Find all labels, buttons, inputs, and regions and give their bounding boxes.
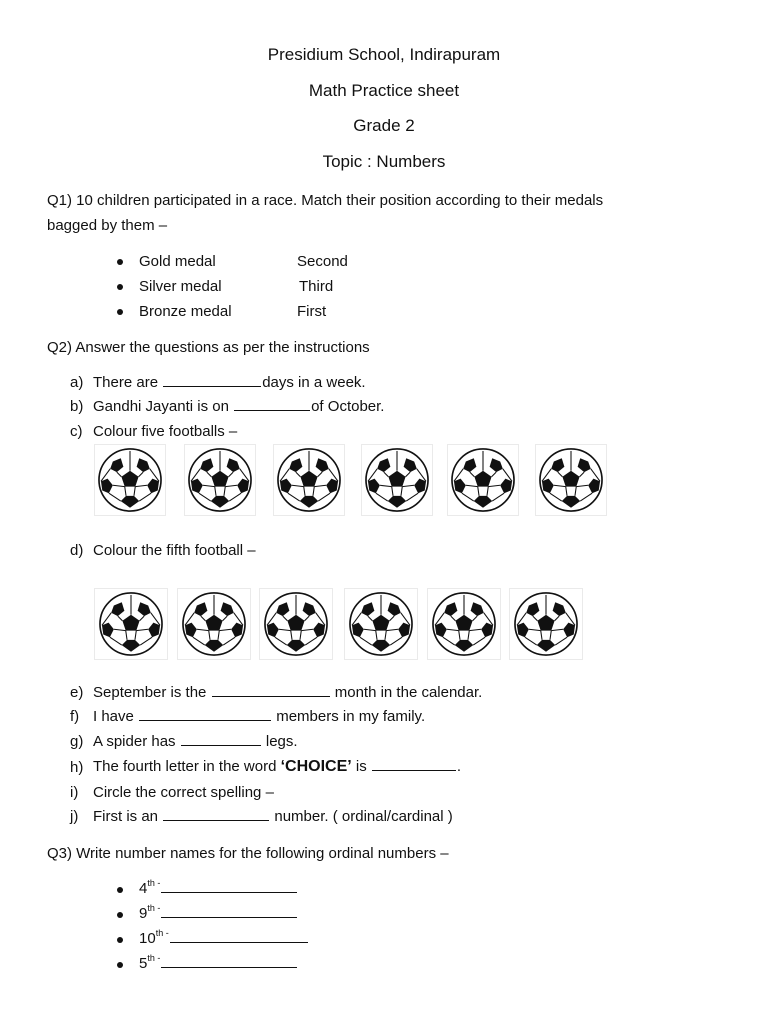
- answer-blank[interactable]: [170, 930, 308, 943]
- q2g-label: g): [70, 733, 84, 750]
- q2-title: Q2) Answer the questions as per the instructions: [47, 339, 370, 356]
- choice-word: ‘CHOICE’: [280, 758, 352, 775]
- football-icon[interactable]: [187, 447, 253, 513]
- football-icon[interactable]: [276, 447, 342, 513]
- q2e-label: e): [70, 684, 84, 701]
- football-frame: [273, 444, 345, 516]
- football-icon[interactable]: [97, 447, 163, 513]
- q2h-text: The fourth letter in the word ‘CHOICE’ is .: [93, 758, 462, 775]
- q2d-text: Colour the fifth football –: [93, 542, 256, 559]
- q3-title: Q3) Write number names for the following ordinal numbers –: [47, 845, 449, 862]
- q2e-text: September is the month in the calendar.: [93, 684, 483, 701]
- football-icon[interactable]: [181, 591, 247, 657]
- position-second: Second: [297, 253, 348, 270]
- answer-blank[interactable]: [372, 758, 456, 771]
- q3-item: $9^{th -}$: [139, 905, 298, 923]
- bullet-icon: [117, 284, 123, 290]
- q3-item: $5^{th -}$: [139, 955, 298, 973]
- football-icon[interactable]: [450, 447, 516, 513]
- answer-blank[interactable]: [139, 708, 271, 721]
- q1-line-2: bagged by them –: [47, 217, 168, 234]
- q2g-text: A spider has legs.: [93, 733, 298, 750]
- answer-blank[interactable]: [163, 808, 269, 821]
- football-icon[interactable]: [98, 591, 164, 657]
- football-frame: [94, 588, 168, 660]
- football-frame: [535, 444, 607, 516]
- position-third: Third: [299, 278, 334, 295]
- q2a-label: a): [70, 374, 84, 391]
- q2i-text: Circle the correct spelling –: [93, 784, 274, 801]
- football-icon[interactable]: [538, 447, 604, 513]
- football-icon[interactable]: [431, 591, 497, 657]
- bullet-icon: [117, 887, 123, 893]
- football-frame: [447, 444, 519, 516]
- q1-line-1: Q1) 10 children participated in a race. Match their position according to their medals: [47, 192, 604, 209]
- football-frame: [184, 444, 256, 516]
- q2b-label: b): [70, 398, 84, 415]
- football-icon[interactable]: [364, 447, 430, 513]
- football-frame: [361, 444, 433, 516]
- q2b-text: Gandhi Jayanti is on of October.: [93, 398, 385, 415]
- answer-blank[interactable]: [234, 398, 310, 411]
- q2j-label: j): [70, 808, 79, 825]
- medal-gold: Gold medal: [139, 253, 216, 270]
- sheet-title: Math Practice sheet: [308, 81, 460, 100]
- answer-blank[interactable]: [181, 733, 261, 746]
- football-frame: [177, 588, 251, 660]
- q2i-label: i): [70, 784, 79, 801]
- q3-item: $4^{th -}$: [139, 880, 298, 898]
- q3-item: $10^{th -}$: [139, 930, 309, 948]
- football-frame: [344, 588, 418, 660]
- topic-label: Topic : Numbers: [322, 152, 446, 171]
- answer-blank[interactable]: [161, 905, 297, 918]
- bullet-icon: [117, 309, 123, 315]
- bullet-icon: [117, 937, 123, 943]
- medal-silver: Silver medal: [139, 278, 222, 295]
- football-icon[interactable]: [263, 591, 329, 657]
- answer-blank[interactable]: [212, 684, 330, 697]
- football-frame: [94, 444, 166, 516]
- answer-blank[interactable]: [161, 880, 297, 893]
- grade-label: Grade 2: [353, 116, 415, 135]
- football-frame: [427, 588, 501, 660]
- football-icon[interactable]: [513, 591, 579, 657]
- position-first: First: [297, 303, 327, 320]
- medal-bronze: Bronze medal: [139, 303, 232, 320]
- q2f-label: f): [70, 708, 80, 725]
- football-icon[interactable]: [348, 591, 414, 657]
- q2h-label: h): [70, 759, 84, 776]
- answer-blank[interactable]: [161, 955, 297, 968]
- q2c-text: Colour five footballs –: [93, 423, 238, 440]
- football-frame: [259, 588, 333, 660]
- q2d-label: d): [70, 542, 84, 559]
- bullet-icon: [117, 962, 123, 968]
- school-name: Presidium School, Indirapuram: [267, 45, 501, 64]
- bullet-icon: [117, 912, 123, 918]
- football-frame: [509, 588, 583, 660]
- q2j-text: First is an number. ( ordinal/cardinal ): [93, 808, 453, 825]
- bullet-icon: [117, 259, 123, 265]
- q2a-text: There are days in a week.: [93, 374, 366, 391]
- q2c-label: c): [70, 423, 83, 440]
- q2f-text: I have members in my family.: [93, 708, 426, 725]
- answer-blank[interactable]: [163, 374, 261, 387]
